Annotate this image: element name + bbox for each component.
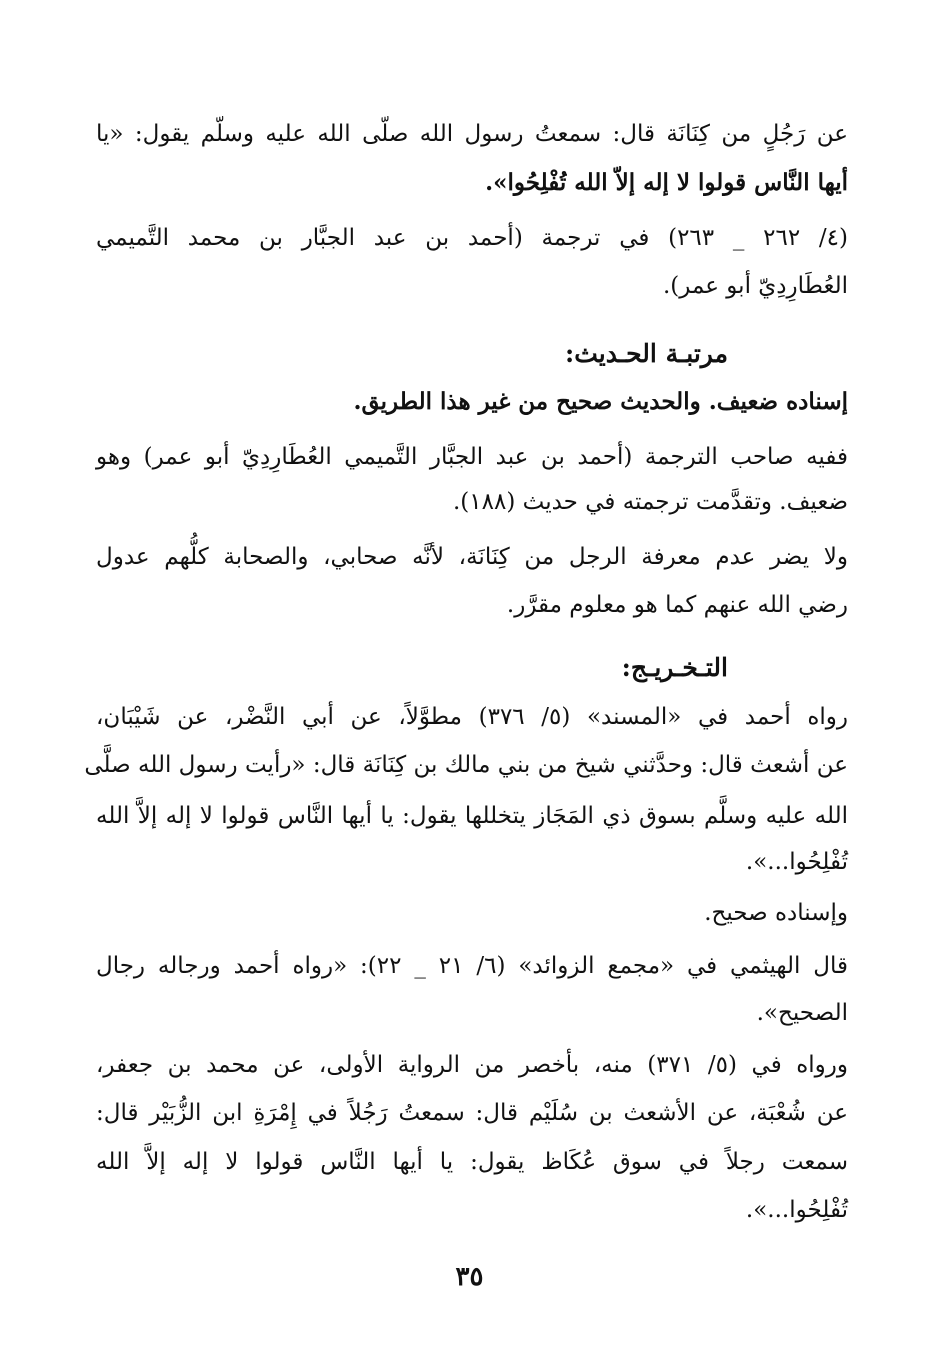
text-line-8: ضعيف. وتقدَّمت ترجمته في حديث (١٨٨). — [452, 489, 848, 515]
text-line-6: إسناده ضعيف. والحديث صحيح من غير هذا الطريق. — [353, 388, 848, 415]
text-line-7: ففيه صاحب الترجمة (أحمد بن عبد الجبَّار التَّميمي العُطَارِدِيّ أبو عمر) وهو — [96, 444, 849, 470]
text-line-14: الله عليه وسلَّم بسوق ذي المَجَاز يتخللها يقول: يا أيها النَّاس قولوا لا إله إلاَّ الله — [96, 803, 848, 829]
text-line-15: تُفْلِحُوا...». — [745, 849, 848, 875]
section-heading-takhrij: التـخـريـج: — [621, 653, 728, 682]
text-line-21: سمعت رجلاً في سوق عُكَاظ يقول: يا أيها النَّاس قولوا لا إله إلاَّ الله — [96, 1149, 848, 1175]
section-heading-hadith-grade: مرتبـة الحـديث: — [564, 339, 728, 368]
text-line-13: عن أشعث قال: وحدَّثني شيخ من بني مالك بن كِنَانَة قال: «رأيت رسول الله صلَّى — [84, 752, 848, 778]
text-line-12: رواه أحمد في «المسند» (٥/ ٣٧٦) مطوَّلاً، عن أبي النَّضْر، عن شَيْبَان، — [96, 704, 849, 730]
text-line-1: عن رَجُلٍ من كِنَانَة قال: سمعتُ رسول الله صلّى الله عليه وسلّم يقول: «يا — [96, 121, 848, 147]
text-line-9: ولا يضر عدم معرفة الرجل من كِنَانَة، لأنَّه صحابي، والصحابة كلُّهم عدول — [96, 544, 848, 570]
text-line-16: وإسناده صحيح. — [704, 900, 848, 926]
text-line-4: العُطَارِدِيّ أبو عمر). — [662, 273, 848, 299]
page-number: ٣٥ — [455, 1262, 484, 1292]
text-line-19: ورواه في (٥/ ٣٧١) منه، بأخصر من الرواية الأولى، عن محمد بن جعفر، — [96, 1052, 848, 1078]
text-line-22: تُفْلِحُوا...». — [745, 1197, 848, 1223]
text-line-17: قال الهيثمي في «مجمع الزوائد» (٦/ ٢١ _ ٢٢): «رواه أحمد ورجاله رجال — [96, 953, 848, 979]
text-line-18: الصحيح». — [756, 1000, 848, 1026]
text-line-10: رضي الله عنهم كما هو معلوم مقرَّر. — [506, 592, 848, 618]
text-line-20: عن شُعْبَة، عن الأشعث بن سُلَيْم قال: سمعتُ رَجُلاً في إِمْرَةِ ابن الزُّبَيْر قال: — [96, 1100, 848, 1126]
text-line-3: (٤/ ٢٦٢ _ ٢٦٣) في ترجمة (أحمد بن عبد الجبَّار بن محمد التَّميمي — [96, 225, 848, 251]
text-line-2: أيها النَّاس قولوا لا إله إلاّ الله تُفْلِحُوا». — [485, 169, 848, 196]
